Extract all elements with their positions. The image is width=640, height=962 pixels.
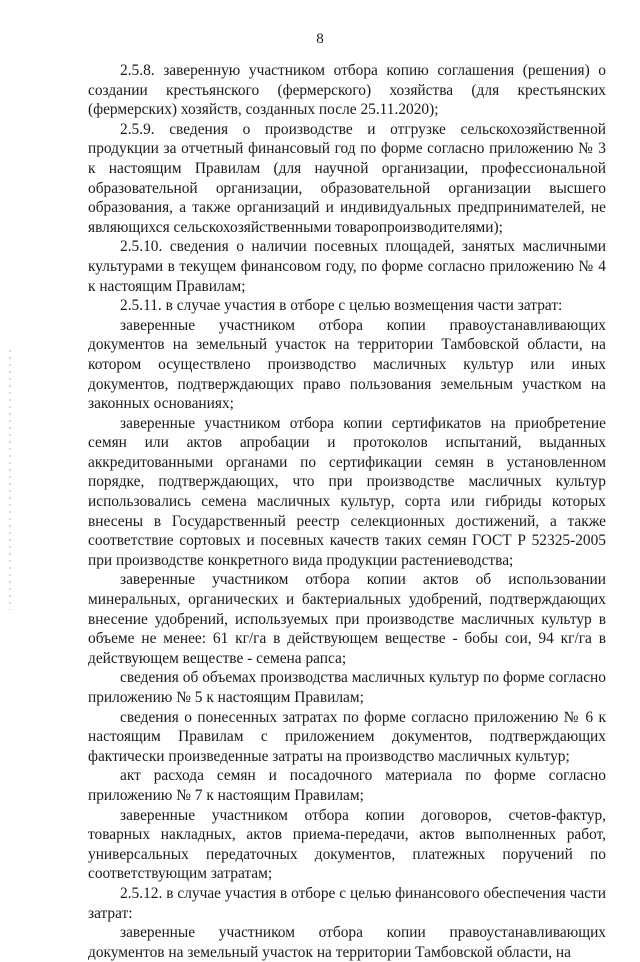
paragraph-2-5-12: 2.5.12. в случае участия в отборе с целью финансового обеспечения части затрат: [88,884,606,922]
paragraph-seed-consumption-act: акт расхода семян и посадочного материала по форме согласно приложению № 7 к настоящим Правилам; [88,767,606,804]
paragraph-2-5-9: 2.5.9. сведения о производстве и отгрузке сельскохозяйственной продукции за отчетный финансовый год по форме согласно приложению № 3 к настоящим Правилам (для научной организации, профессиональной образовательной организации, образовательной организации высшего образования, а также организаций и индивидуальных предпринимателей, не являющихся сельскохозяйственными товаропроизводителями); [88,120,606,236]
paragraph-2-5-10: 2.5.10. сведения о наличии посевных площадей, занятых масличными культурами в текущем финансовом году, по форме согласно приложению № 4 к настоящим Правилам; [88,238,606,295]
paragraph-production-volumes: сведения об объемах производства масличных культур по форме согласно приложению № 5 к настоящим Правилам; [88,669,606,706]
paragraph-2-5-11: 2.5.11. в случае участия в отборе с целью возмещения части затрат: [120,297,563,315]
paragraph-seed-certificates: заверенные участником отбора копии сертификатов на приобретение семян или актов апробации и протоколов испытаний, выданных аккредитованными органами по сертификации семян в установленном порядке, подтверждающих, что при производстве масличных культур использовались семена масличных культур, сорта или гибриды которых внесены в Государственный реестр селекционных достижений, а также соответствие сортовых и посевных качеств таких семян ГОСТ Р 52325-2005 при производстве конкретного вида продукции растениеводства; [88,414,606,569]
document-body [88,61,606,962]
paragraph-land-documents-financing: заверенные участником отбора копии правоустанавливающих документов на земельный участок на территории Тамбовской области, на [88,924,606,961]
paragraph-contracts-invoices: заверенные участником отбора копии договоров, счетов-фактур, товарных накладных, актов приема-передачи, актов выполненных работ, универсальных передаточных документов, платежных поручений по соответствующим затратам; [88,806,606,883]
paragraph-land-documents: заверенные участником отбора копии правоустанавливающих документов на земельный участок на территории Тамбовской области, на котором осуществлено производство масличных культур или иных документов, подтверждающих право пользования земельным участком на законных основаниях; [88,316,606,413]
paragraph-incurred-costs: сведения о понесенных затратах по форме согласно приложению № 6 к настоящим Правилам с приложением документов, подтверждающих фактически произведенные затраты на производство масличных культур; [88,708,606,765]
page-number: 8 [316,31,324,47]
scan-binding-marks [9,350,11,610]
paragraph-2-5-8: 2.5.8. заверенную участником отбора копию соглашения (решения) о создании крестьянского (фермерского) хозяйства (для крестьянских (фермерских) хозяйств, созданных после 25.11.2020); [88,62,606,119]
paragraph-fertilizer-acts: заверенные участником отбора копии актов об использовании минеральных, органических и бактериальных удобрений, подтверждающих внесение удобрений, используемых при производстве масличных культур в объеме не менее: 61 кг/га в действующем веществе - бобы сои, 94 кг/га в действующем веществе - семена рапса; [88,571,606,667]
